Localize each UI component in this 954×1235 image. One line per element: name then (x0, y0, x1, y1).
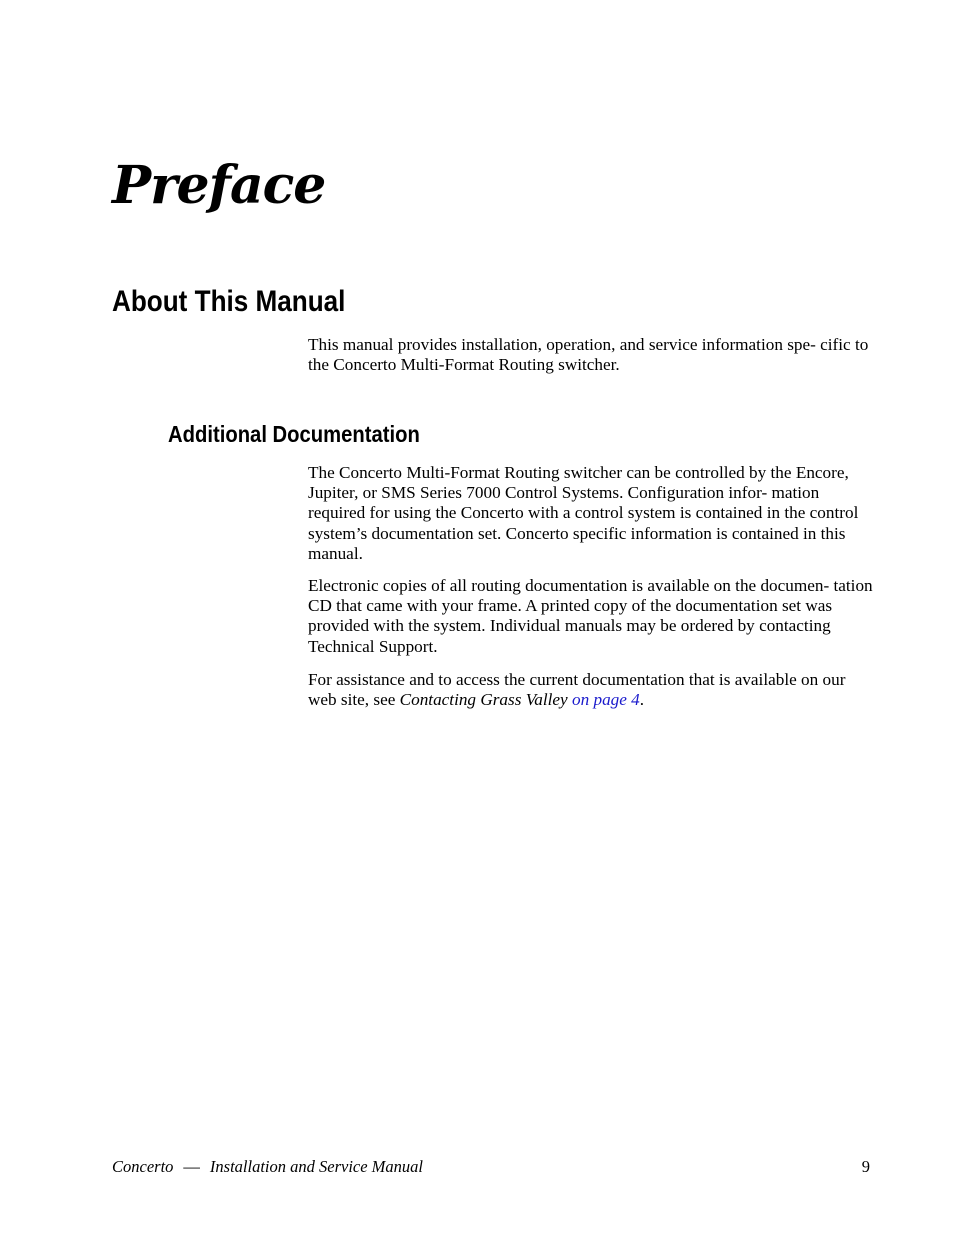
footer-separator: — (183, 1157, 200, 1176)
section-intro-paragraph: This manual provides installation, operation, and service information spe- cific to the Concerto Multi-Format Routing switcher. (308, 335, 869, 375)
footer-product: Concerto (112, 1157, 174, 1176)
subsection-heading: Additional Documentation (168, 421, 420, 447)
documentation-paragraph-2: Electronic copies of all routing documentation is available on the documen- tation CD that came with your frame. A printed copy of the documentation set was provided with the system. Individual manuals may be ordered by contacting Technical Support. (308, 576, 873, 656)
documentation-paragraph-1: The Concerto Multi-Format Routing switcher can be controlled by the Encore, Jupiter, or SMS Series 7000 Control Systems. Configuration infor- mation required for using the Concerto with a control system is contained in the control system’s documentation set. Concerto specific information is contained in this manual. (308, 463, 859, 563)
section-heading: About This Manual (112, 285, 346, 318)
cross-reference-title: Contacting Grass Valley (399, 690, 568, 710)
paragraph-3-text: For assistance and to access the current documentation that is available on our web site, see (308, 670, 846, 710)
page-reference-link[interactable]: on page 4 (571, 690, 640, 710)
page-number: 9 (861, 1157, 870, 1176)
documentation-paragraph-3 (308, 670, 874, 710)
chapter-title: Preface (112, 155, 326, 216)
footer-manual-name: Installation and Service Manual (209, 1157, 424, 1176)
footer-title (112, 1156, 423, 1178)
paragraph-3-end: . (639, 690, 645, 710)
